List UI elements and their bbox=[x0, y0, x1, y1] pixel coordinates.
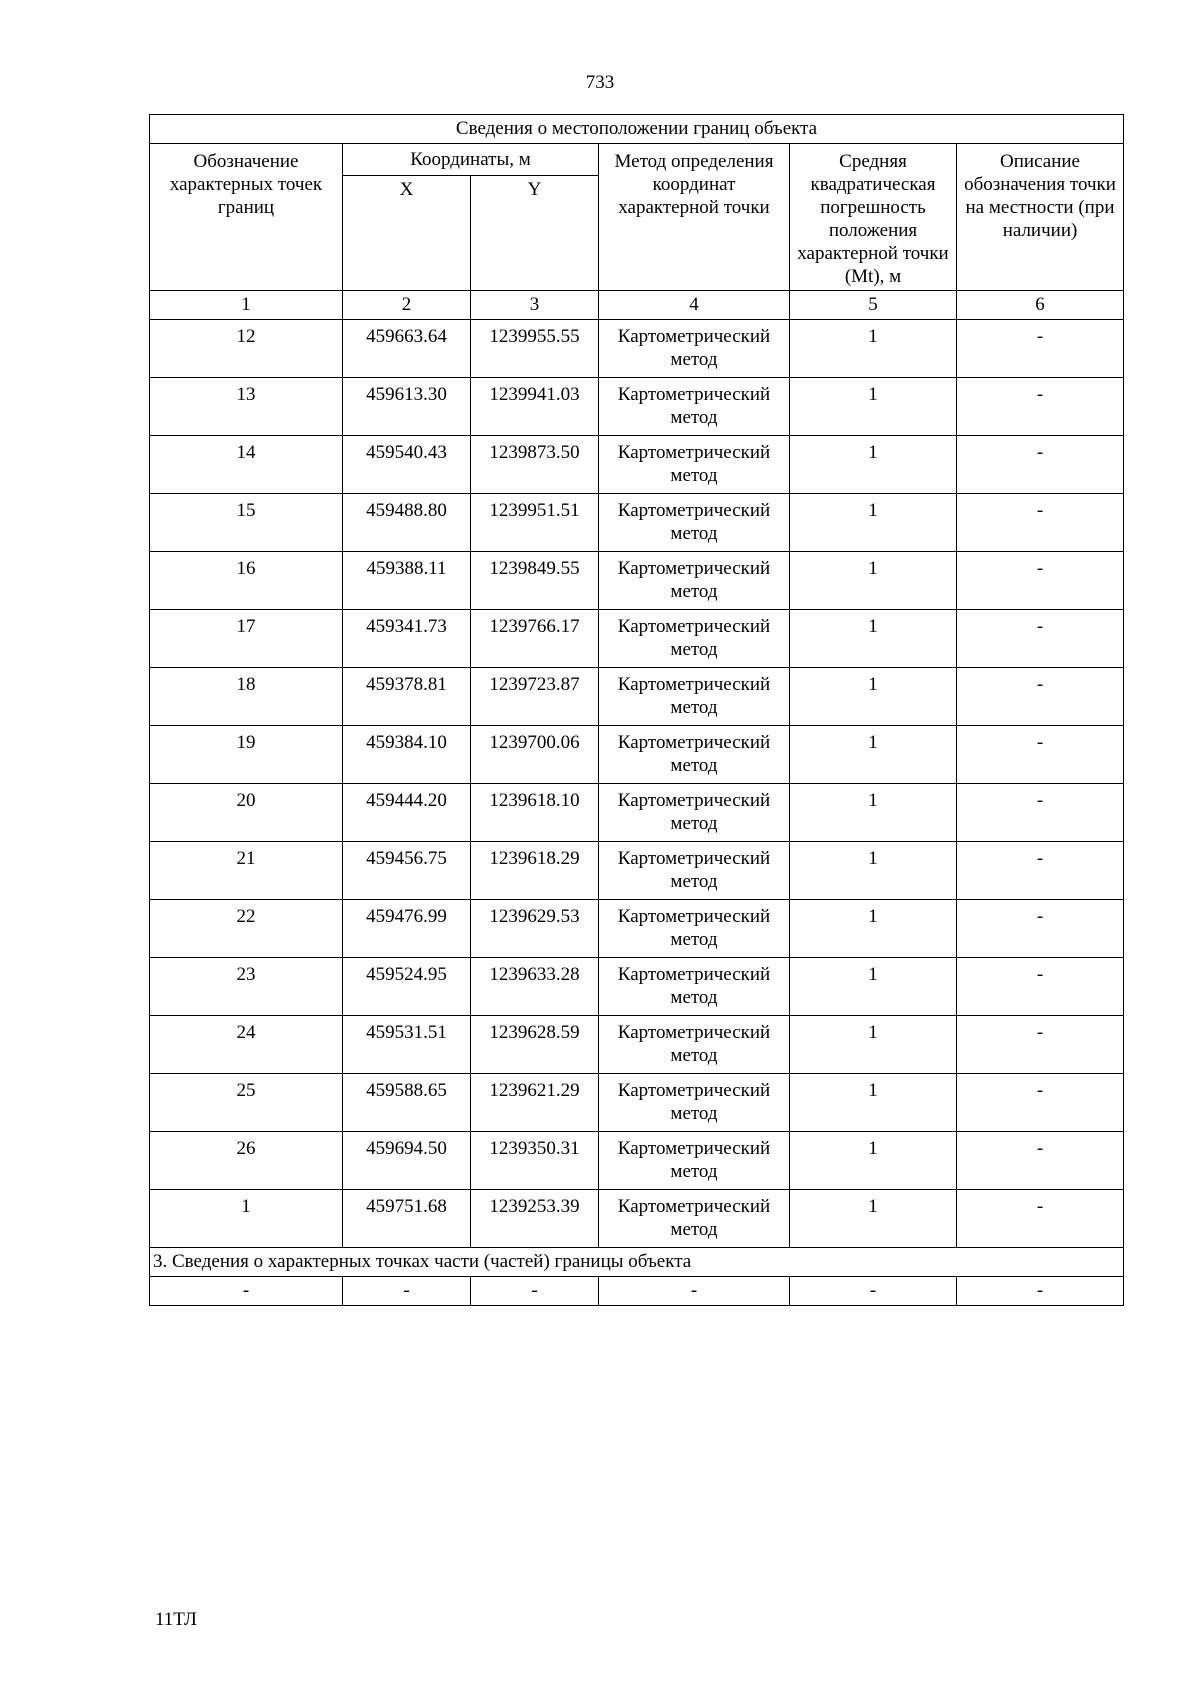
cell-error: 1 bbox=[790, 436, 957, 494]
header-coordinates: Координаты, м bbox=[343, 144, 599, 176]
cell-method: Картометрический метод bbox=[599, 784, 790, 842]
table-row bbox=[150, 668, 1124, 726]
cell-method: Картометрический метод bbox=[599, 378, 790, 436]
cell-method: Картометрический метод bbox=[599, 436, 790, 494]
table-title: Сведения о местоположении границ объекта bbox=[150, 115, 1124, 144]
cell-description: - bbox=[957, 378, 1124, 436]
cell-x: 459488.80 bbox=[343, 494, 471, 552]
table-title-row bbox=[150, 115, 1124, 144]
empty-cell: - bbox=[599, 1277, 790, 1306]
cell-error: 1 bbox=[790, 494, 957, 552]
cell-method: Картометрический метод bbox=[599, 958, 790, 1016]
cell-point: 21 bbox=[150, 842, 343, 900]
cell-x: 459341.73 bbox=[343, 610, 471, 668]
header-row bbox=[150, 144, 1124, 176]
cell-description: - bbox=[957, 436, 1124, 494]
column-number: 3 bbox=[471, 291, 599, 320]
cell-error: 1 bbox=[790, 1074, 957, 1132]
column-number: 6 bbox=[957, 291, 1124, 320]
cell-y: 1239628.59 bbox=[471, 1016, 599, 1074]
section-dash-row bbox=[150, 1277, 1124, 1306]
cell-point: 14 bbox=[150, 436, 343, 494]
header-y: Y bbox=[471, 176, 599, 291]
header-point: Обозначение характерных точек границ bbox=[150, 144, 343, 291]
cell-y: 1239941.03 bbox=[471, 378, 599, 436]
table-row bbox=[150, 958, 1124, 1016]
column-number: 5 bbox=[790, 291, 957, 320]
cell-description: - bbox=[957, 552, 1124, 610]
cell-error: 1 bbox=[790, 1016, 957, 1074]
cell-x: 459384.10 bbox=[343, 726, 471, 784]
cell-y: 1239629.53 bbox=[471, 900, 599, 958]
cell-point: 20 bbox=[150, 784, 343, 842]
table-row bbox=[150, 1190, 1124, 1248]
cell-method: Картометрический метод bbox=[599, 668, 790, 726]
cell-description: - bbox=[957, 1190, 1124, 1248]
cell-error: 1 bbox=[790, 784, 957, 842]
boundary-points-table bbox=[149, 114, 1124, 1306]
section-title: 3. Сведения о характерных точках части (частей) границы объекта bbox=[150, 1248, 1124, 1277]
cell-point: 22 bbox=[150, 900, 343, 958]
column-number-row bbox=[150, 291, 1124, 320]
table-row bbox=[150, 1132, 1124, 1190]
cell-x: 459444.20 bbox=[343, 784, 471, 842]
cell-point: 16 bbox=[150, 552, 343, 610]
cell-method: Картометрический метод bbox=[599, 1190, 790, 1248]
cell-error: 1 bbox=[790, 726, 957, 784]
column-number: 1 bbox=[150, 291, 343, 320]
cell-point: 25 bbox=[150, 1074, 343, 1132]
cell-method: Картометрический метод bbox=[599, 842, 790, 900]
cell-description: - bbox=[957, 842, 1124, 900]
cell-description: - bbox=[957, 900, 1124, 958]
cell-method: Картометрический метод bbox=[599, 610, 790, 668]
cell-y: 1239350.31 bbox=[471, 1132, 599, 1190]
cell-point: 12 bbox=[150, 320, 343, 378]
table-row bbox=[150, 726, 1124, 784]
cell-point: 19 bbox=[150, 726, 343, 784]
cell-x: 459663.64 bbox=[343, 320, 471, 378]
cell-method: Картометрический метод bbox=[599, 726, 790, 784]
cell-error: 1 bbox=[790, 668, 957, 726]
cell-point: 15 bbox=[150, 494, 343, 552]
footer-code: 11ТЛ bbox=[155, 1609, 197, 1630]
cell-x: 459613.30 bbox=[343, 378, 471, 436]
cell-point: 24 bbox=[150, 1016, 343, 1074]
cell-description: - bbox=[957, 610, 1124, 668]
empty-cell: - bbox=[790, 1277, 957, 1306]
cell-x: 459476.99 bbox=[343, 900, 471, 958]
cell-y: 1239873.50 bbox=[471, 436, 599, 494]
table-row bbox=[150, 378, 1124, 436]
table-row bbox=[150, 842, 1124, 900]
cell-point: 17 bbox=[150, 610, 343, 668]
cell-method: Картометрический метод bbox=[599, 1132, 790, 1190]
cell-point: 23 bbox=[150, 958, 343, 1016]
table-row bbox=[150, 784, 1124, 842]
cell-error: 1 bbox=[790, 610, 957, 668]
cell-point: 1 bbox=[150, 1190, 343, 1248]
cell-description: - bbox=[957, 958, 1124, 1016]
cell-error: 1 bbox=[790, 1190, 957, 1248]
cell-y: 1239700.06 bbox=[471, 726, 599, 784]
section-title-row bbox=[150, 1248, 1124, 1277]
header-error: Средняя квадратическая погрешность положения характерной точки (Mt), м bbox=[790, 144, 957, 291]
cell-x: 459540.43 bbox=[343, 436, 471, 494]
cell-method: Картометрический метод bbox=[599, 494, 790, 552]
table-row bbox=[150, 610, 1124, 668]
cell-x: 459456.75 bbox=[343, 842, 471, 900]
column-number: 4 bbox=[599, 291, 790, 320]
cell-description: - bbox=[957, 1074, 1124, 1132]
column-number: 2 bbox=[343, 291, 471, 320]
cell-x: 459588.65 bbox=[343, 1074, 471, 1132]
cell-description: - bbox=[957, 1132, 1124, 1190]
cell-description: - bbox=[957, 668, 1124, 726]
table-row bbox=[150, 320, 1124, 378]
cell-point: 13 bbox=[150, 378, 343, 436]
table-row bbox=[150, 552, 1124, 610]
cell-x: 459694.50 bbox=[343, 1132, 471, 1190]
cell-error: 1 bbox=[790, 900, 957, 958]
table-row bbox=[150, 900, 1124, 958]
cell-x: 459531.51 bbox=[343, 1016, 471, 1074]
cell-method: Картометрический метод bbox=[599, 552, 790, 610]
table-row bbox=[150, 494, 1124, 552]
cell-y: 1239618.29 bbox=[471, 842, 599, 900]
cell-x: 459388.11 bbox=[343, 552, 471, 610]
empty-cell: - bbox=[343, 1277, 471, 1306]
cell-description: - bbox=[957, 1016, 1124, 1074]
cell-method: Картометрический метод bbox=[599, 1074, 790, 1132]
cell-y: 1239621.29 bbox=[471, 1074, 599, 1132]
cell-y: 1239723.87 bbox=[471, 668, 599, 726]
cell-description: - bbox=[957, 494, 1124, 552]
header-description: Описание обозначения точки на местности (при наличии) bbox=[957, 144, 1124, 291]
table-row bbox=[150, 1074, 1124, 1132]
cell-error: 1 bbox=[790, 552, 957, 610]
cell-error: 1 bbox=[790, 320, 957, 378]
header-x: X bbox=[343, 176, 471, 291]
cell-x: 459378.81 bbox=[343, 668, 471, 726]
empty-cell: - bbox=[957, 1277, 1124, 1306]
cell-method: Картометрический метод bbox=[599, 1016, 790, 1074]
cell-y: 1239951.51 bbox=[471, 494, 599, 552]
empty-cell: - bbox=[471, 1277, 599, 1306]
cell-y: 1239633.28 bbox=[471, 958, 599, 1016]
cell-y: 1239849.55 bbox=[471, 552, 599, 610]
cell-y: 1239618.10 bbox=[471, 784, 599, 842]
table-row bbox=[150, 1016, 1124, 1074]
cell-error: 1 bbox=[790, 958, 957, 1016]
cell-point: 18 bbox=[150, 668, 343, 726]
cell-point: 26 bbox=[150, 1132, 343, 1190]
cell-y: 1239253.39 bbox=[471, 1190, 599, 1248]
cell-y: 1239955.55 bbox=[471, 320, 599, 378]
header-method: Метод определения координат характерной точки bbox=[599, 144, 790, 291]
empty-cell: - bbox=[150, 1277, 343, 1306]
cell-error: 1 bbox=[790, 842, 957, 900]
cell-y: 1239766.17 bbox=[471, 610, 599, 668]
cell-x: 459524.95 bbox=[343, 958, 471, 1016]
cell-description: - bbox=[957, 320, 1124, 378]
cell-description: - bbox=[957, 726, 1124, 784]
cell-method: Картометрический метод bbox=[599, 900, 790, 958]
page-number: 733 bbox=[585, 72, 615, 93]
cell-error: 1 bbox=[790, 1132, 957, 1190]
cell-error: 1 bbox=[790, 378, 957, 436]
table-row bbox=[150, 436, 1124, 494]
cell-x: 459751.68 bbox=[343, 1190, 471, 1248]
cell-method: Картометрический метод bbox=[599, 320, 790, 378]
cell-description: - bbox=[957, 784, 1124, 842]
